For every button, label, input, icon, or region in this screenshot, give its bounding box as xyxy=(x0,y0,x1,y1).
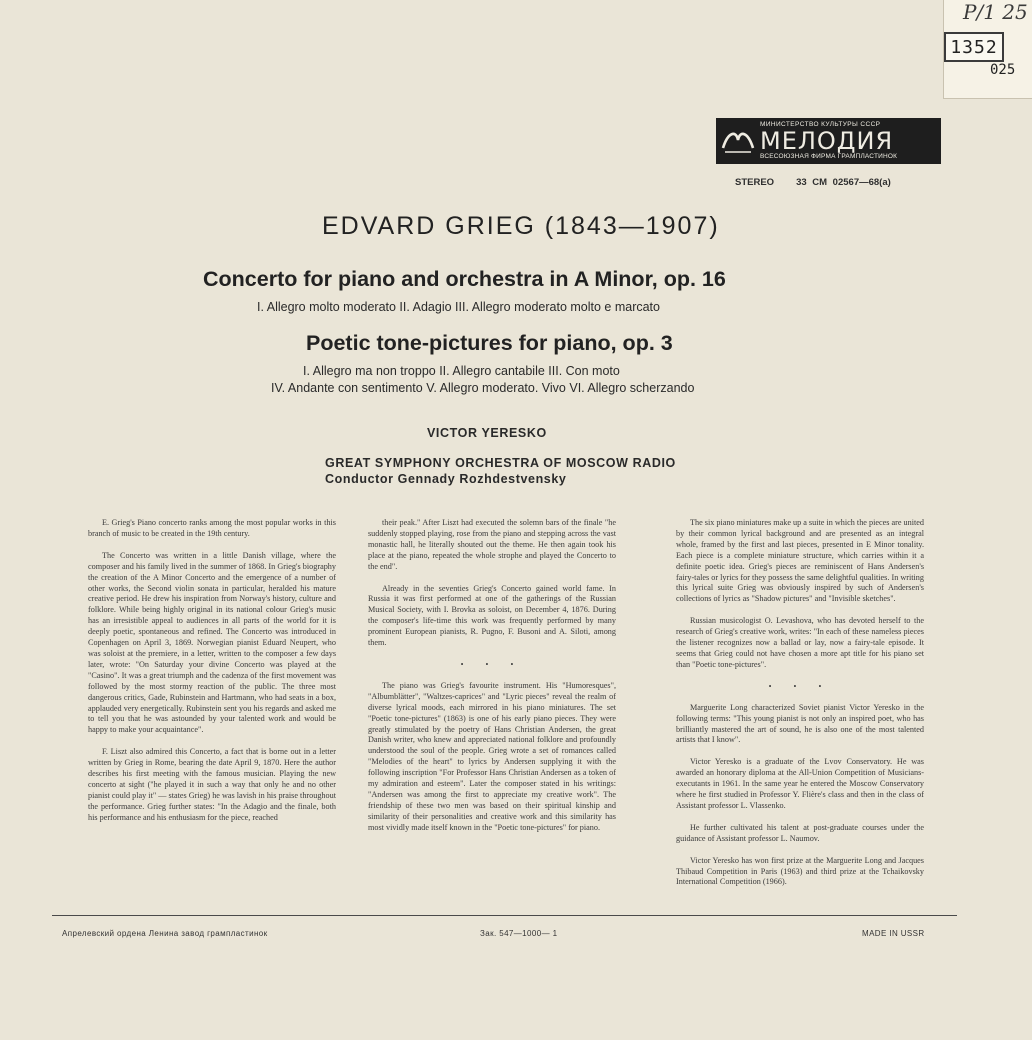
notes-paragraph: E. Grieg's Piano concerto ranks among the most popular works in this branch of music to be created in the 19th century. xyxy=(88,518,336,538)
notes-paragraph: Russian musicologist O. Levashova, who has devoted herself to the research of Grieg's creative work, writes: "In each of these nameless pieces the listener recognizes now a ballad or lay, now a fairy-tale episode. It seems that Grieg could not have chosen a more apt title for his piano set than "Poetic tone-pictures". xyxy=(676,616,924,669)
notes-paragraph: The Concerto was written in a little Danish village, where the composer and his family lived in the summer of 1868. In Grieg's biography the creation of the A Minor Concerto and the emergence of a number of other works, the Second violin sonata in particular, heralded his mature creative period. He drew his inspiration from Norway's history, culture and folklore. While being highly original in its national colour Grieg's music has an irresistible appeal to audiences in all parts of the world for it is deeply poetic, spontaneous and refined. The Concerto was introduced in Copenhagen on April 3, 1869. Norwegian pianist Eduard Neupert, who was soloist at the premiere, in a letter, written to the composer a few days later, wrote: "On Saturday your divine Concerto was played at the "Casino". It was a great triumph and the cadenza of the first movement was followed by the most stormy reaction of the public. The three most dangerous critics, Gade, Rubinstein and Hartmann, who had seats in a box, applauded very energetically. Rubinstein sent you his regards and asked me to tell you that he was astounded by your talented work and would be happy to make your acquaintance". xyxy=(88,550,336,735)
liner-notes-column-2 xyxy=(368,518,616,845)
catalog-number: 33 CM 02567—68(a) xyxy=(796,177,891,188)
liner-notes-column-1 xyxy=(88,518,336,835)
melodiya-logo xyxy=(716,118,941,164)
footer-plant: Апрелевский ордена Ленина завод грампластинок xyxy=(62,929,268,938)
archive-number: 025 xyxy=(990,62,1016,78)
section-separator: • • • xyxy=(460,659,524,669)
work-title-tone-pictures: Poetic tone-pictures for piano, op. 3 xyxy=(306,331,673,355)
notes-paragraph: their peak." After Liszt had executed the solemn bars of the finale "he suddenly stopped playing, rose from the piano and stepping across the vast monastic hall, he literally shouted out the theme. He then again took his place at the piano, repeated the whole strophe and played the Concerto to the end". xyxy=(368,518,616,571)
stereo-mark: STEREO xyxy=(735,177,775,188)
footer-order: Зак. 547—1000— 1 xyxy=(480,929,558,938)
notes-paragraph: Victor Yeresko is a graduate of the Lvov Conservatory. He was awarded an honorary diploma at the All-Union Competition of Musicians-executants in 1961. In the same year he entered the Moscow Conservatory where he first studied in Professor Y. Flière's class and then in the class of Assistant professor L. Vlassenko. xyxy=(676,757,924,810)
logo-firm: ВСЕСОЮЗНАЯ ФИРМА ГРАМПЛАСТИНОК xyxy=(760,153,898,160)
notes-paragraph: Victor Yeresko has won first prize at the Marguerite Long and Jacques Thibaud Competition in Paris (1963) and third prize at the Tchaikovsky International Competition (1966). xyxy=(676,855,924,887)
logo-ministry: МИНИСТЕРСТВО КУЛЬТУРЫ СССР xyxy=(760,120,881,128)
notes-paragraph: Marguerite Long characterized Soviet pianist Victor Yeresko in the following terms: "This young pianist is not only an inspired poet, who has brilliantly mastered the art of sound, he is also one of the most talented artists that I know". xyxy=(676,702,924,745)
concerto-movements: I. Allegro molto moderato II. Adagio III. Allegro moderato molto e marcato xyxy=(257,300,660,314)
composer-title: EDVARD GRIEG (1843—1907) xyxy=(322,212,720,240)
logo-name: МЕЛОДИЯ xyxy=(760,127,894,155)
tone-pictures-movements-line-2: IV. Andante con sentimento V. Allegro moderato. Vivo VI. Allegro scherzando xyxy=(271,381,695,395)
soloist-name: VICTOR YERESKO xyxy=(427,426,547,440)
notes-paragraph: F. Liszt also admired this Concerto, a fact that is borne out in a letter written by Grieg in Rome, bearing the date April 9, 1870. Here the author describes his first meeting with the famous musician. Playing the new concerto at sight ("he played it in such a way that only he and no other pianist could play it" — states Grieg) he was lavish in his praise throughout the performance. Grieg further states: "In the Adagio and the finale, both his performance and his enthusiasm for the piece, reached xyxy=(88,747,336,822)
liner-notes-column-3 xyxy=(676,518,924,899)
footer-divider xyxy=(52,915,957,916)
orchestra-name: GREAT SYMPHONY ORCHESTRA OF MOSCOW RADIO xyxy=(325,456,676,470)
archive-code: 1352 xyxy=(944,32,1004,62)
notes-paragraph: The six piano miniatures make up a suite in which the pieces are united by their common lyrical background and are presented as an integral whole, framed by the first and last pieces, presented in E Minor tonality. Each piece is a complete miniature structure, which carries within it a definite poetic idea. Grieg's pieces are reminiscent of Hans Andersen's fairy-tales or lyrics for they possess the same delightful qualities. In writing this lyrical suite Grieg was obviously inspired by such of Andersen's collections of lyrics as "Shadow pictures" and "Invisible sketches". xyxy=(676,518,924,604)
footer-made-in: MADE IN USSR xyxy=(862,929,925,938)
conductor-name: Conductor Gennady Rozhdestvensky xyxy=(325,472,567,486)
catalog-row xyxy=(735,177,891,188)
tone-pictures-movements-line-1: I. Allegro ma non troppo II. Allegro cantabile III. Con moto xyxy=(303,364,620,378)
section-separator: • • • xyxy=(768,681,832,691)
notes-paragraph: Already in the seventies Grieg's Concerto gained world fame. In Russia it was first performed at one of the gatherings of the Russian Musical Society, with I. Brovka as soloist, on December 4, 1876. During the composer's life-time this work was frequently performed by many prominent European pianists, R. Pugno, F. Busoni and A. Siloti, among them. xyxy=(368,583,616,648)
notes-paragraph: The piano was Grieg's favourite instrument. His "Humoresques", "Albumblätter", "Waltzes-caprices" and "Lyric pieces" reveal the realm of diverse lyrical moods, each mirrored in his piano miniatures. The set "Poetic tone-pictures" (1863) is one of his early piano pieces. They were greatly stimulated by the poetry of Hans Christian Andersen, the great Danish writer, who knew and appreciated national folklore and profoundly understood the soul of the people. Grieg wrote a set of romances called "Melodies of the heart" to lyrics by Andersen supplying it with the following inscription "For Professor Hans Christian Andersen as a token of my admiration and esteem". Later the composer stated in his writings: "Andersen was among the first to appreciate my creative work". The friendship of these two men was based on their spiritual kinship and similarity of their personalities and creative work and this similarity has most vividly made itself known in the "Poetic tone-pictures" for piano. xyxy=(368,680,616,832)
work-title-concerto: Concerto for piano and orchestra in A Minor, op. 16 xyxy=(203,267,726,291)
notes-paragraph: He further cultivated his talent at post-graduate courses under the guidance of Assistant professor L. Naumov. xyxy=(676,822,924,843)
melodiya-emblem-icon xyxy=(716,118,760,164)
handwritten-note: Р/1 25 xyxy=(963,0,1028,24)
